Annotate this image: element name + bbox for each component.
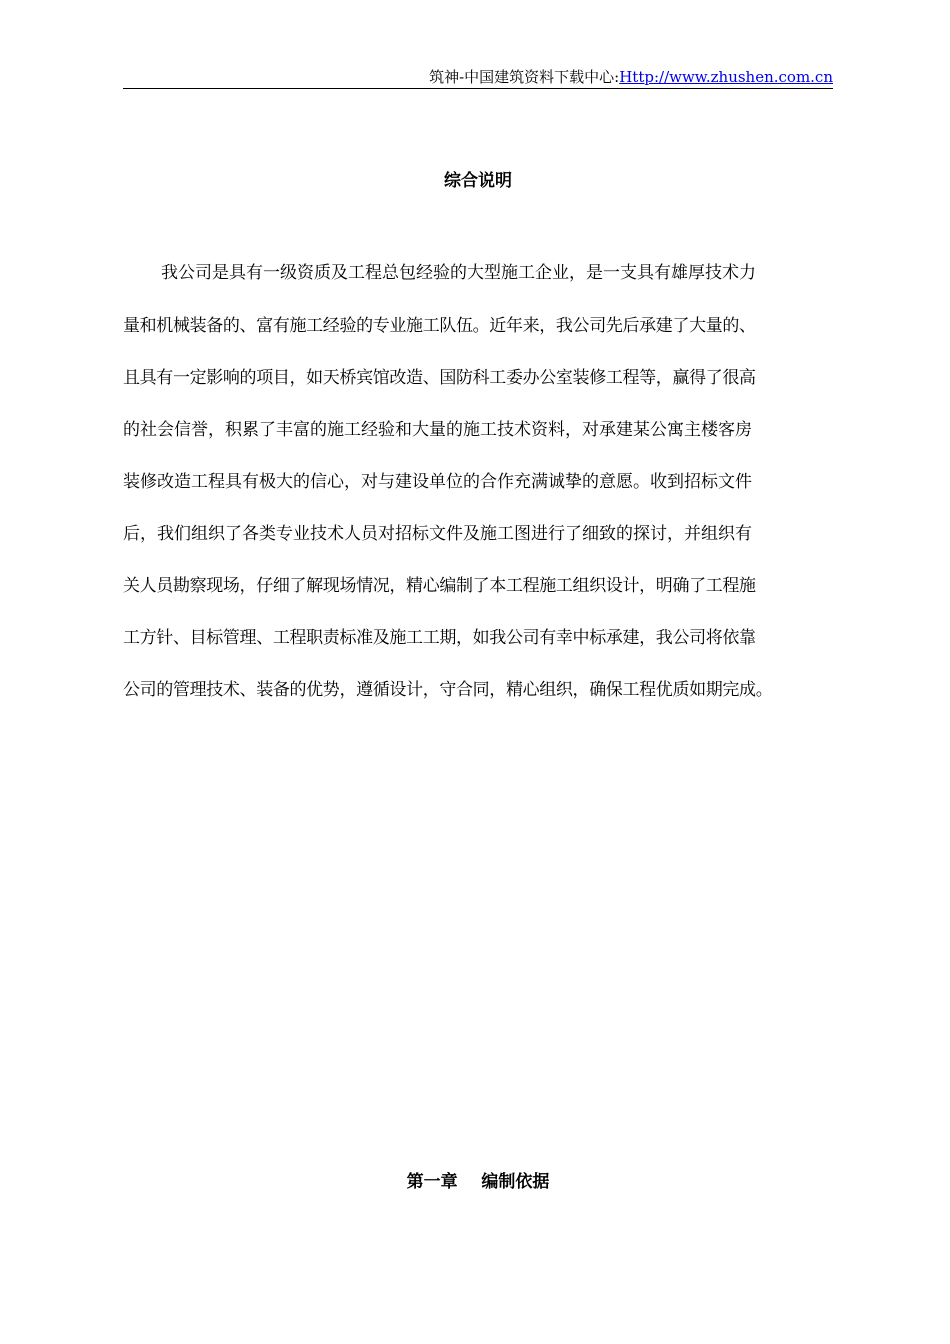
paragraph-line-5: 装修改造工程具有极大的信心，对与建设单位的合作充满诚挚的意愿。收到招标文件 [123, 472, 752, 492]
paragraph-line-7: 关人员勘察现场，仔细了解现场情况，精心编制了本工程施工组织设计，明确了工程施 [123, 576, 756, 596]
header-site-link[interactable]: Http://www.zhushen.com.cn [619, 68, 833, 86]
paragraph-line-9: 公司的管理技术、装备的优势，遵循设计，守合同，精心组织，确保工程优质如期完成。 [123, 680, 773, 700]
paragraph-line-2: 量和机械装备的、富有施工经验的专业施工队伍。近年来，我公司先后承建了大量的、 [123, 316, 756, 336]
document-title: 综合说明 [444, 171, 512, 191]
chapter-heading: 第一章 编制依据 [406, 1172, 550, 1192]
paragraph-line-3: 且具有一定影响的项目，如天桥宾馆改造、国防科工委办公室装修工程等，赢得了很高 [123, 368, 756, 388]
paragraph-line-6: 后，我们组织了各类专业技术人员对招标文件及施工图进行了细致的探讨，并组织有 [123, 524, 752, 544]
paragraph-line-1: 我公司是具有一级资质及工程总包经验的大型施工企业，是一支具有雄厚技术力 [161, 263, 756, 283]
header-site-name: 筑神-中国建筑资料下载中心: [429, 68, 620, 86]
paragraph-line-4: 的社会信誉，积累了丰富的施工经验和大量的施工技术资料，对承建某公寓主楼客房 [123, 420, 752, 440]
paragraph-line-8: 工方针、目标管理、工程职责标准及施工工期，如我公司有幸中标承建，我公司将依靠 [123, 628, 756, 648]
page-header [123, 66, 833, 89]
